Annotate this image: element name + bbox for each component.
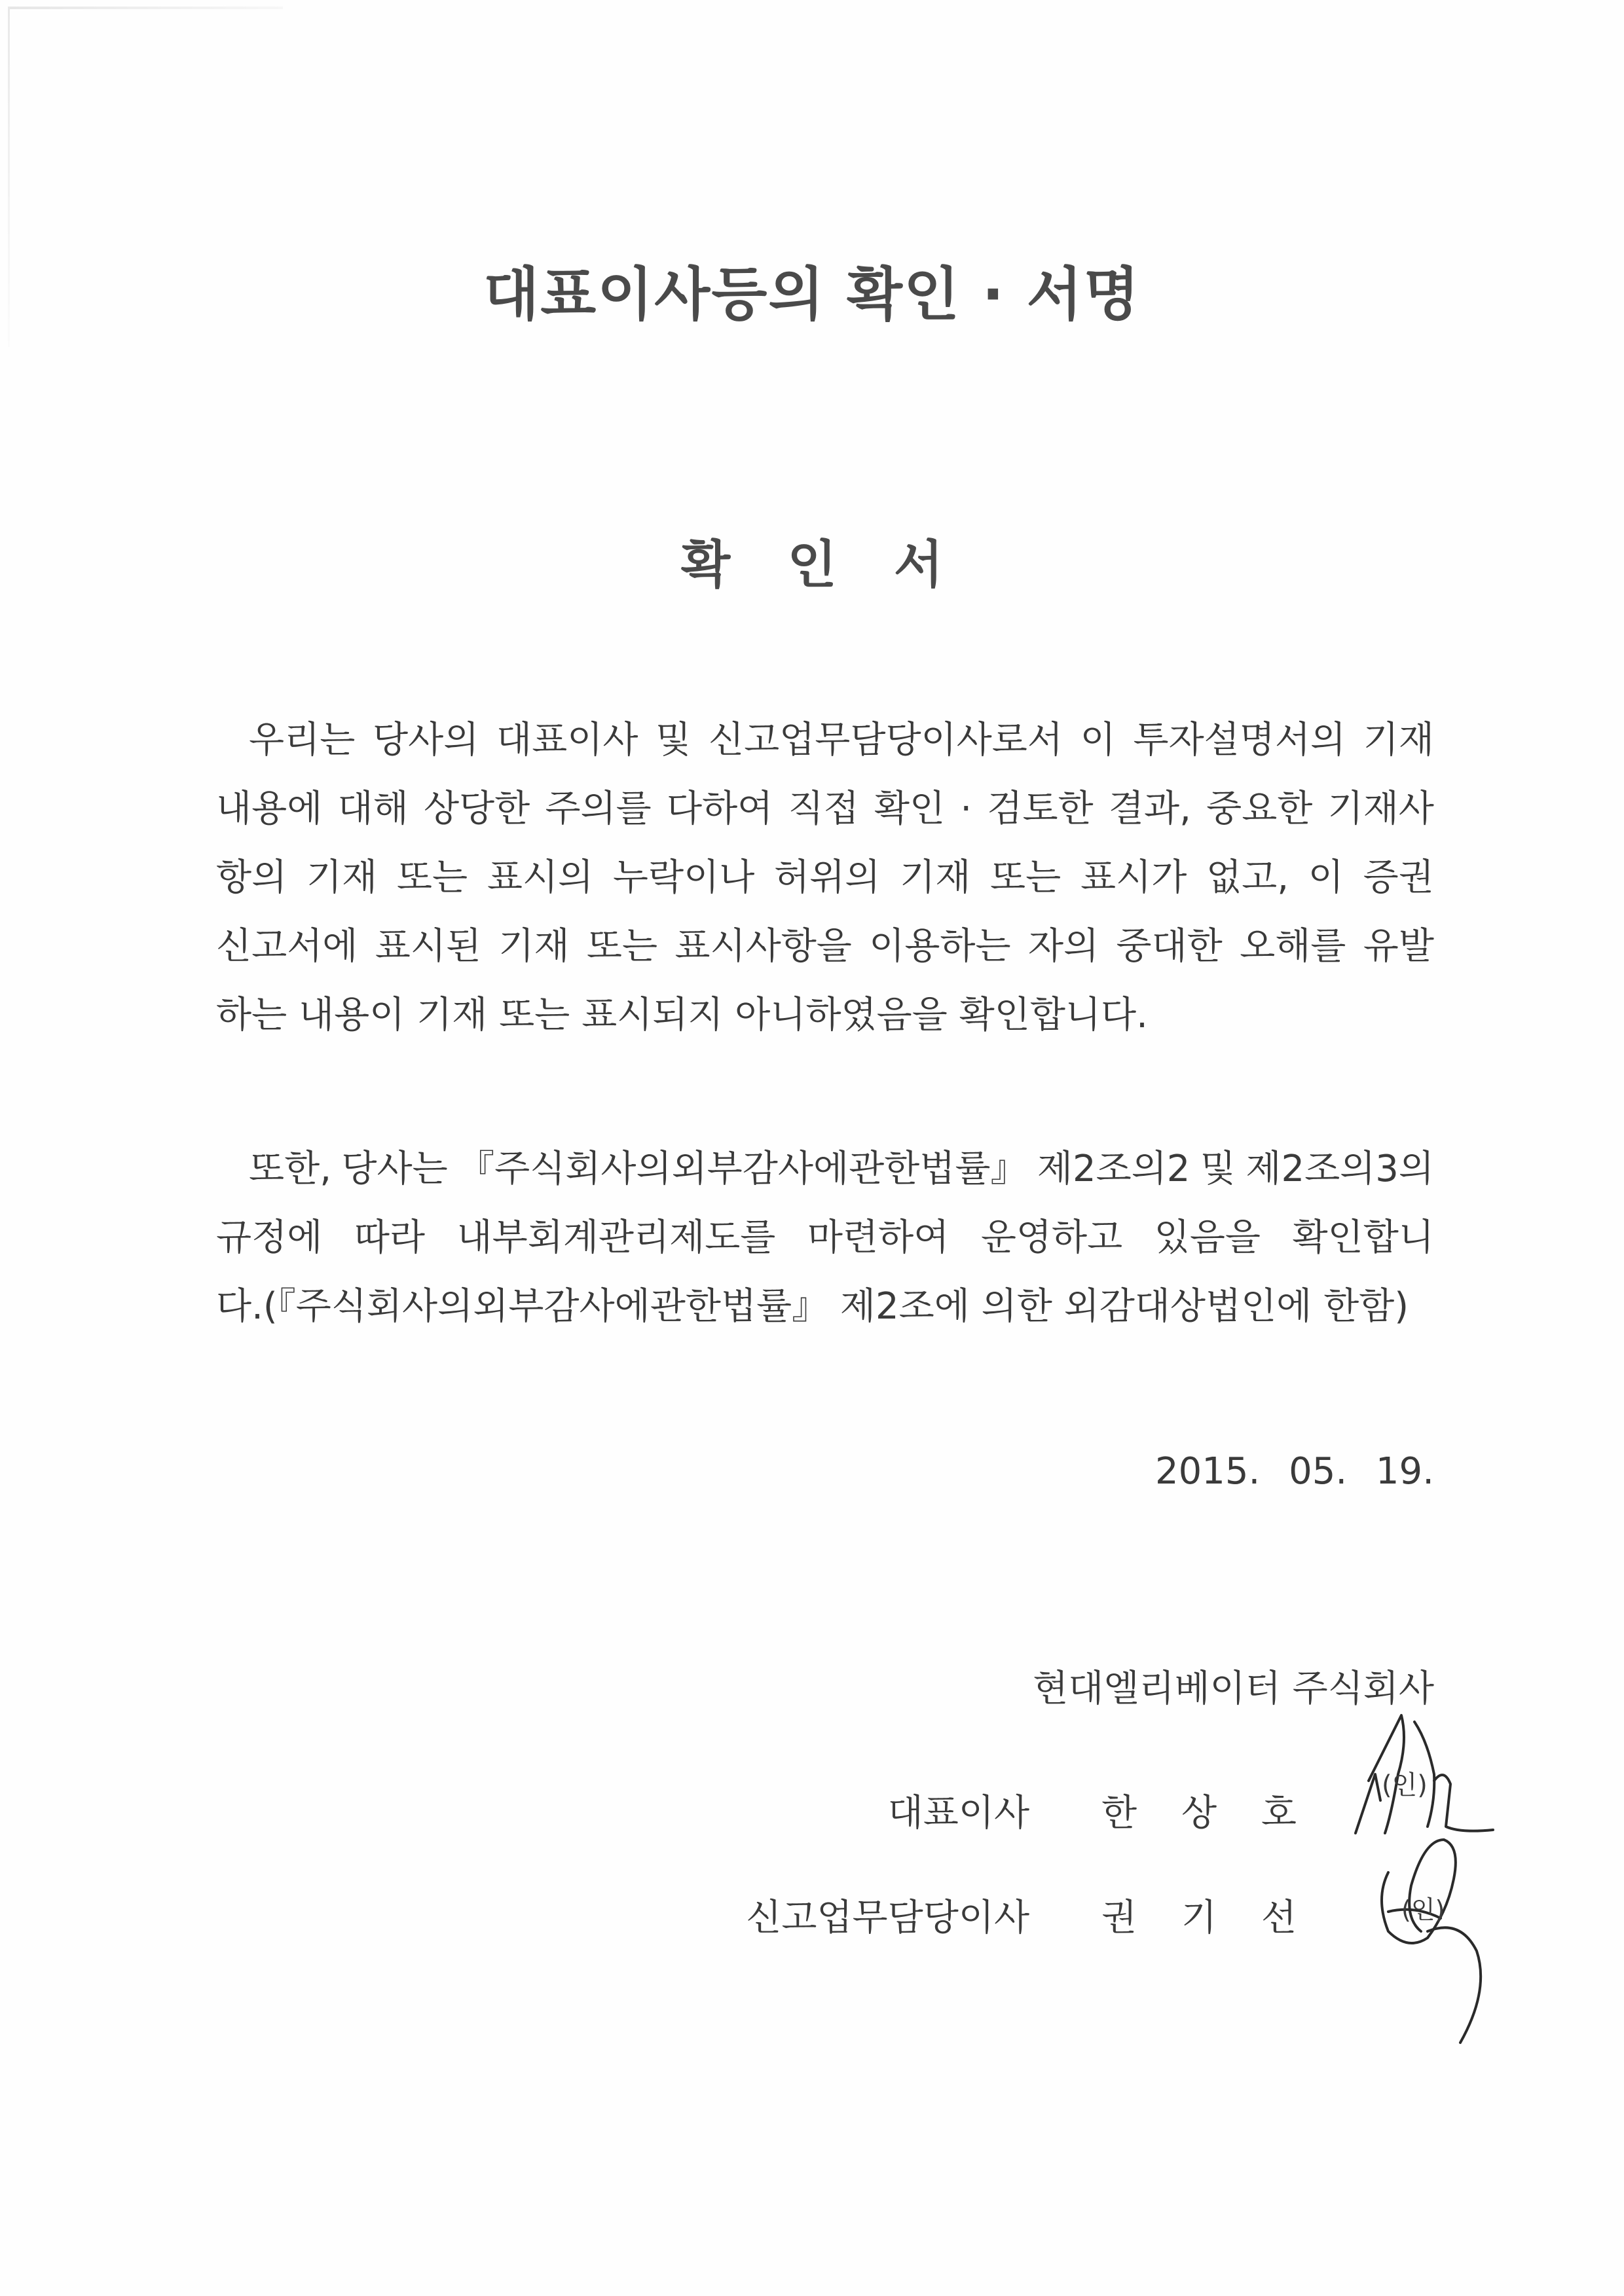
paragraph-line xyxy=(216,1135,1434,1203)
word: 표시사항을 xyxy=(674,925,852,968)
word: 표시된 xyxy=(375,925,482,968)
word: · xyxy=(960,788,972,830)
word: 이 xyxy=(1080,719,1116,761)
word: 확인 xyxy=(874,788,946,830)
name-char: 호 xyxy=(1261,1792,1297,1834)
word: 운영하고 xyxy=(980,1216,1123,1259)
document-title: 대표이사등의 확인 · 서명 xyxy=(483,261,1141,328)
paragraph-line xyxy=(216,1203,1434,1272)
svg-text:(인): (인) xyxy=(1401,1895,1445,1924)
word: 내용에 xyxy=(216,788,323,830)
name-char: 기 xyxy=(1181,1897,1217,1939)
company-name: 현대엘리베이터 주식회사 xyxy=(1033,1667,1434,1710)
name-char: 한 xyxy=(1101,1792,1137,1834)
word: 제2조의3의 xyxy=(1246,1148,1434,1190)
word: 결과, xyxy=(1108,788,1191,830)
word: 주의를 xyxy=(545,788,652,830)
name-char: 상 xyxy=(1181,1792,1217,1834)
word: 허위의 xyxy=(774,856,881,899)
word: 기재 xyxy=(1363,719,1434,761)
paragraph-line xyxy=(216,706,1434,774)
document-subtitle: 확 인 서 xyxy=(680,536,944,594)
paragraph-line xyxy=(216,843,1434,912)
word: 유발 xyxy=(1363,925,1434,968)
paragraph-line xyxy=(216,774,1434,843)
word: 또는 xyxy=(990,856,1061,899)
scan-edge-top xyxy=(8,7,283,9)
signatory-role: 신고업무담당이사 xyxy=(746,1897,1030,1939)
word: 중대한 xyxy=(1116,925,1223,968)
word: 표시의 xyxy=(487,856,594,899)
word: 기재 xyxy=(498,925,570,968)
word: 확인합니 xyxy=(1292,1216,1434,1259)
name-char: 선 xyxy=(1261,1897,1297,1939)
word: 자의 xyxy=(1027,925,1099,968)
paragraph-line: 다.(『주식회사의외부감사에관한법률』 제2조에 의한 외감대상법인에 한함) xyxy=(216,1285,1409,1328)
signatory-role: 대표이사 xyxy=(887,1792,1030,1834)
word: 상당한 xyxy=(423,788,530,830)
word: 따라 xyxy=(354,1216,426,1259)
word: 및 xyxy=(1200,1148,1236,1190)
word: 또는 xyxy=(586,925,658,968)
word: 규정에 xyxy=(216,1216,323,1259)
word: 이용하는 xyxy=(869,925,1011,968)
word: 있음을 xyxy=(1154,1216,1261,1259)
word: 및 xyxy=(655,719,692,761)
word: 『주식회사의외부감사에관한법률』 xyxy=(458,1148,1027,1190)
paragraph-confirmation xyxy=(216,706,1434,1049)
name-char: 권 xyxy=(1101,1897,1137,1939)
document-date: 2015. 05. 19. xyxy=(1154,1450,1434,1493)
word: 신고서에 xyxy=(216,925,358,968)
word: 또는 xyxy=(396,856,468,899)
word: 다하여 xyxy=(666,788,773,830)
signatory-director xyxy=(746,1889,1297,1941)
svg-text:(인): (인) xyxy=(1382,1770,1428,1800)
word: 투자설명서의 xyxy=(1133,719,1346,761)
word: 마련하여 xyxy=(807,1216,950,1259)
word: 우리는 xyxy=(249,719,356,761)
word: 항의 xyxy=(216,856,287,899)
word: 이 xyxy=(1308,856,1344,899)
word: 신고업무담당이사로서 xyxy=(708,719,1063,761)
word: 증권 xyxy=(1363,856,1434,899)
word: 중요한 xyxy=(1206,788,1313,830)
word: 누락이나 xyxy=(612,856,755,899)
paragraph-line xyxy=(216,912,1434,981)
paragraph-internal-control xyxy=(216,1135,1434,1341)
word: 표시가 xyxy=(1080,856,1187,899)
word: 대표이사 xyxy=(496,719,638,761)
word: 당사는 xyxy=(341,1148,448,1190)
signature-director-icon xyxy=(1362,1820,1519,2062)
word: 검토한 xyxy=(987,788,1094,830)
word: 직접 xyxy=(788,788,859,830)
signatory-name xyxy=(1069,1889,1297,1941)
word: 제2조의2 xyxy=(1037,1148,1190,1190)
word: 당사의 xyxy=(373,719,479,761)
word: 없고, xyxy=(1206,856,1289,899)
signatory-ceo xyxy=(888,1784,1297,1836)
paragraph-line: 하는 내용이 기재 또는 표시되지 아니하였음을 확인합니다. xyxy=(216,994,1148,1036)
word: 기재 xyxy=(900,856,971,899)
word: 또한, xyxy=(249,1148,331,1190)
word: 내부회계관리제도를 xyxy=(456,1216,776,1259)
word: 오해를 xyxy=(1240,925,1346,968)
word: 기재사 xyxy=(1327,788,1434,830)
signatory-name xyxy=(1069,1784,1297,1836)
word: 대해 xyxy=(337,788,409,830)
word: 기재 xyxy=(306,856,378,899)
